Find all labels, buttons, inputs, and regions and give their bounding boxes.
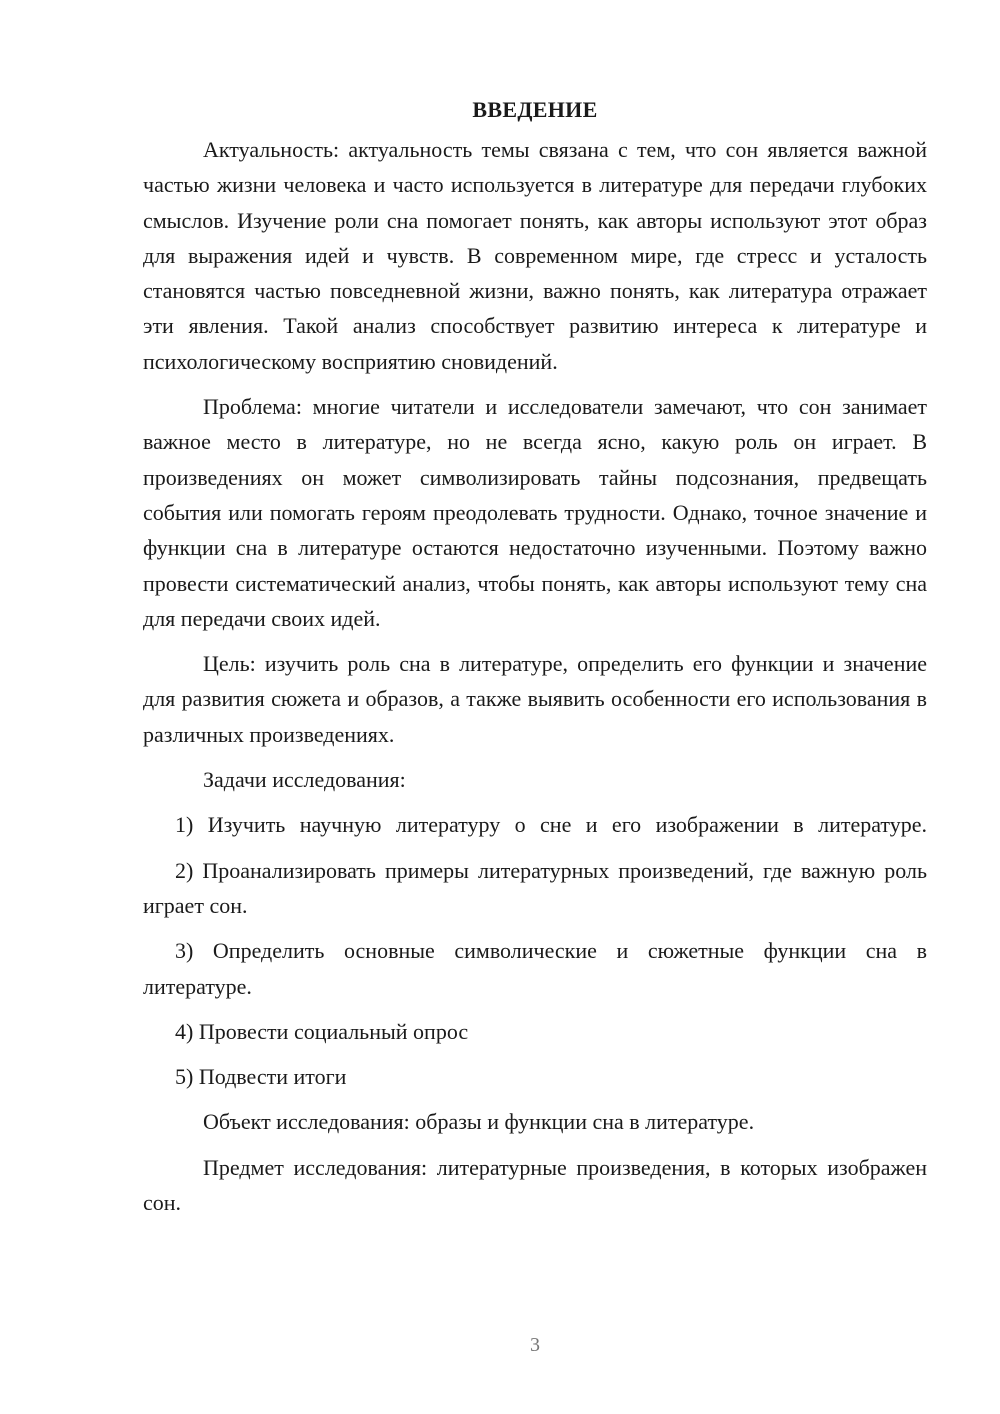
document-page (143, 94, 927, 1230)
task-item-2: 2) Проанализировать примеры литературных произведений, где важную роль играет сон. (143, 857, 927, 918)
goal-paragraph: Цель: изучить роль сна в литературе, определить его функции и значение для развития сюжета и образов, а также выявить особенности его использования в различных произведениях. (143, 651, 927, 747)
relevance-paragraph: Актуальность: актуальность темы связана с тем, что сон является важной частью жизни человека и часто используется в литературе для передачи глубоких смыслов. Изучение роли сна помогает понять, как авторы используют этот образ для выражения идей и чувств. В современном мире, где стресс и усталость становятся частью повседневной жизни, важно понять, как литература отражает эти явления. Такой анализ способствует развитию интереса к литературе и психологическому восприятию сновидений. (143, 137, 927, 374)
research-object-paragraph: Объект исследования: образы и функции сна в литературе. (203, 1109, 755, 1135)
task-item-1: 1) Изучить научную литературу о сне и его изображении в литературе. (175, 812, 927, 838)
page-number: 3 (530, 1334, 540, 1356)
research-subject-paragraph: Предмет исследования: литературные произведения, в которых изображен сон. (143, 1154, 927, 1216)
problem-paragraph: Проблема: многие читатели и исследователи замечают, что сон занимает важное место в литературе, но не всегда ясно, какую роль он играет. В произведениях он может символизировать тайны подсознания, предвещать события или помогать героям преодолевать трудности. Однако, точное значение и функции сна в литературе остаются недостаточно изученными. Поэтому важно провести систематический анализ, чтобы понять, как авторы используют тему сна для передачи своих идей. (143, 394, 927, 631)
section-heading: ВВЕДЕНИЕ (472, 97, 598, 122)
task-item-5: 5) Подвести итоги (175, 1064, 347, 1090)
task-item-4: 4) Провести социальный опрос (175, 1018, 469, 1044)
task-item-3: 3) Определить основные символические и сюжетные функции сна в литературе. (143, 938, 927, 999)
tasks-title: Задачи исследования: (203, 767, 406, 793)
